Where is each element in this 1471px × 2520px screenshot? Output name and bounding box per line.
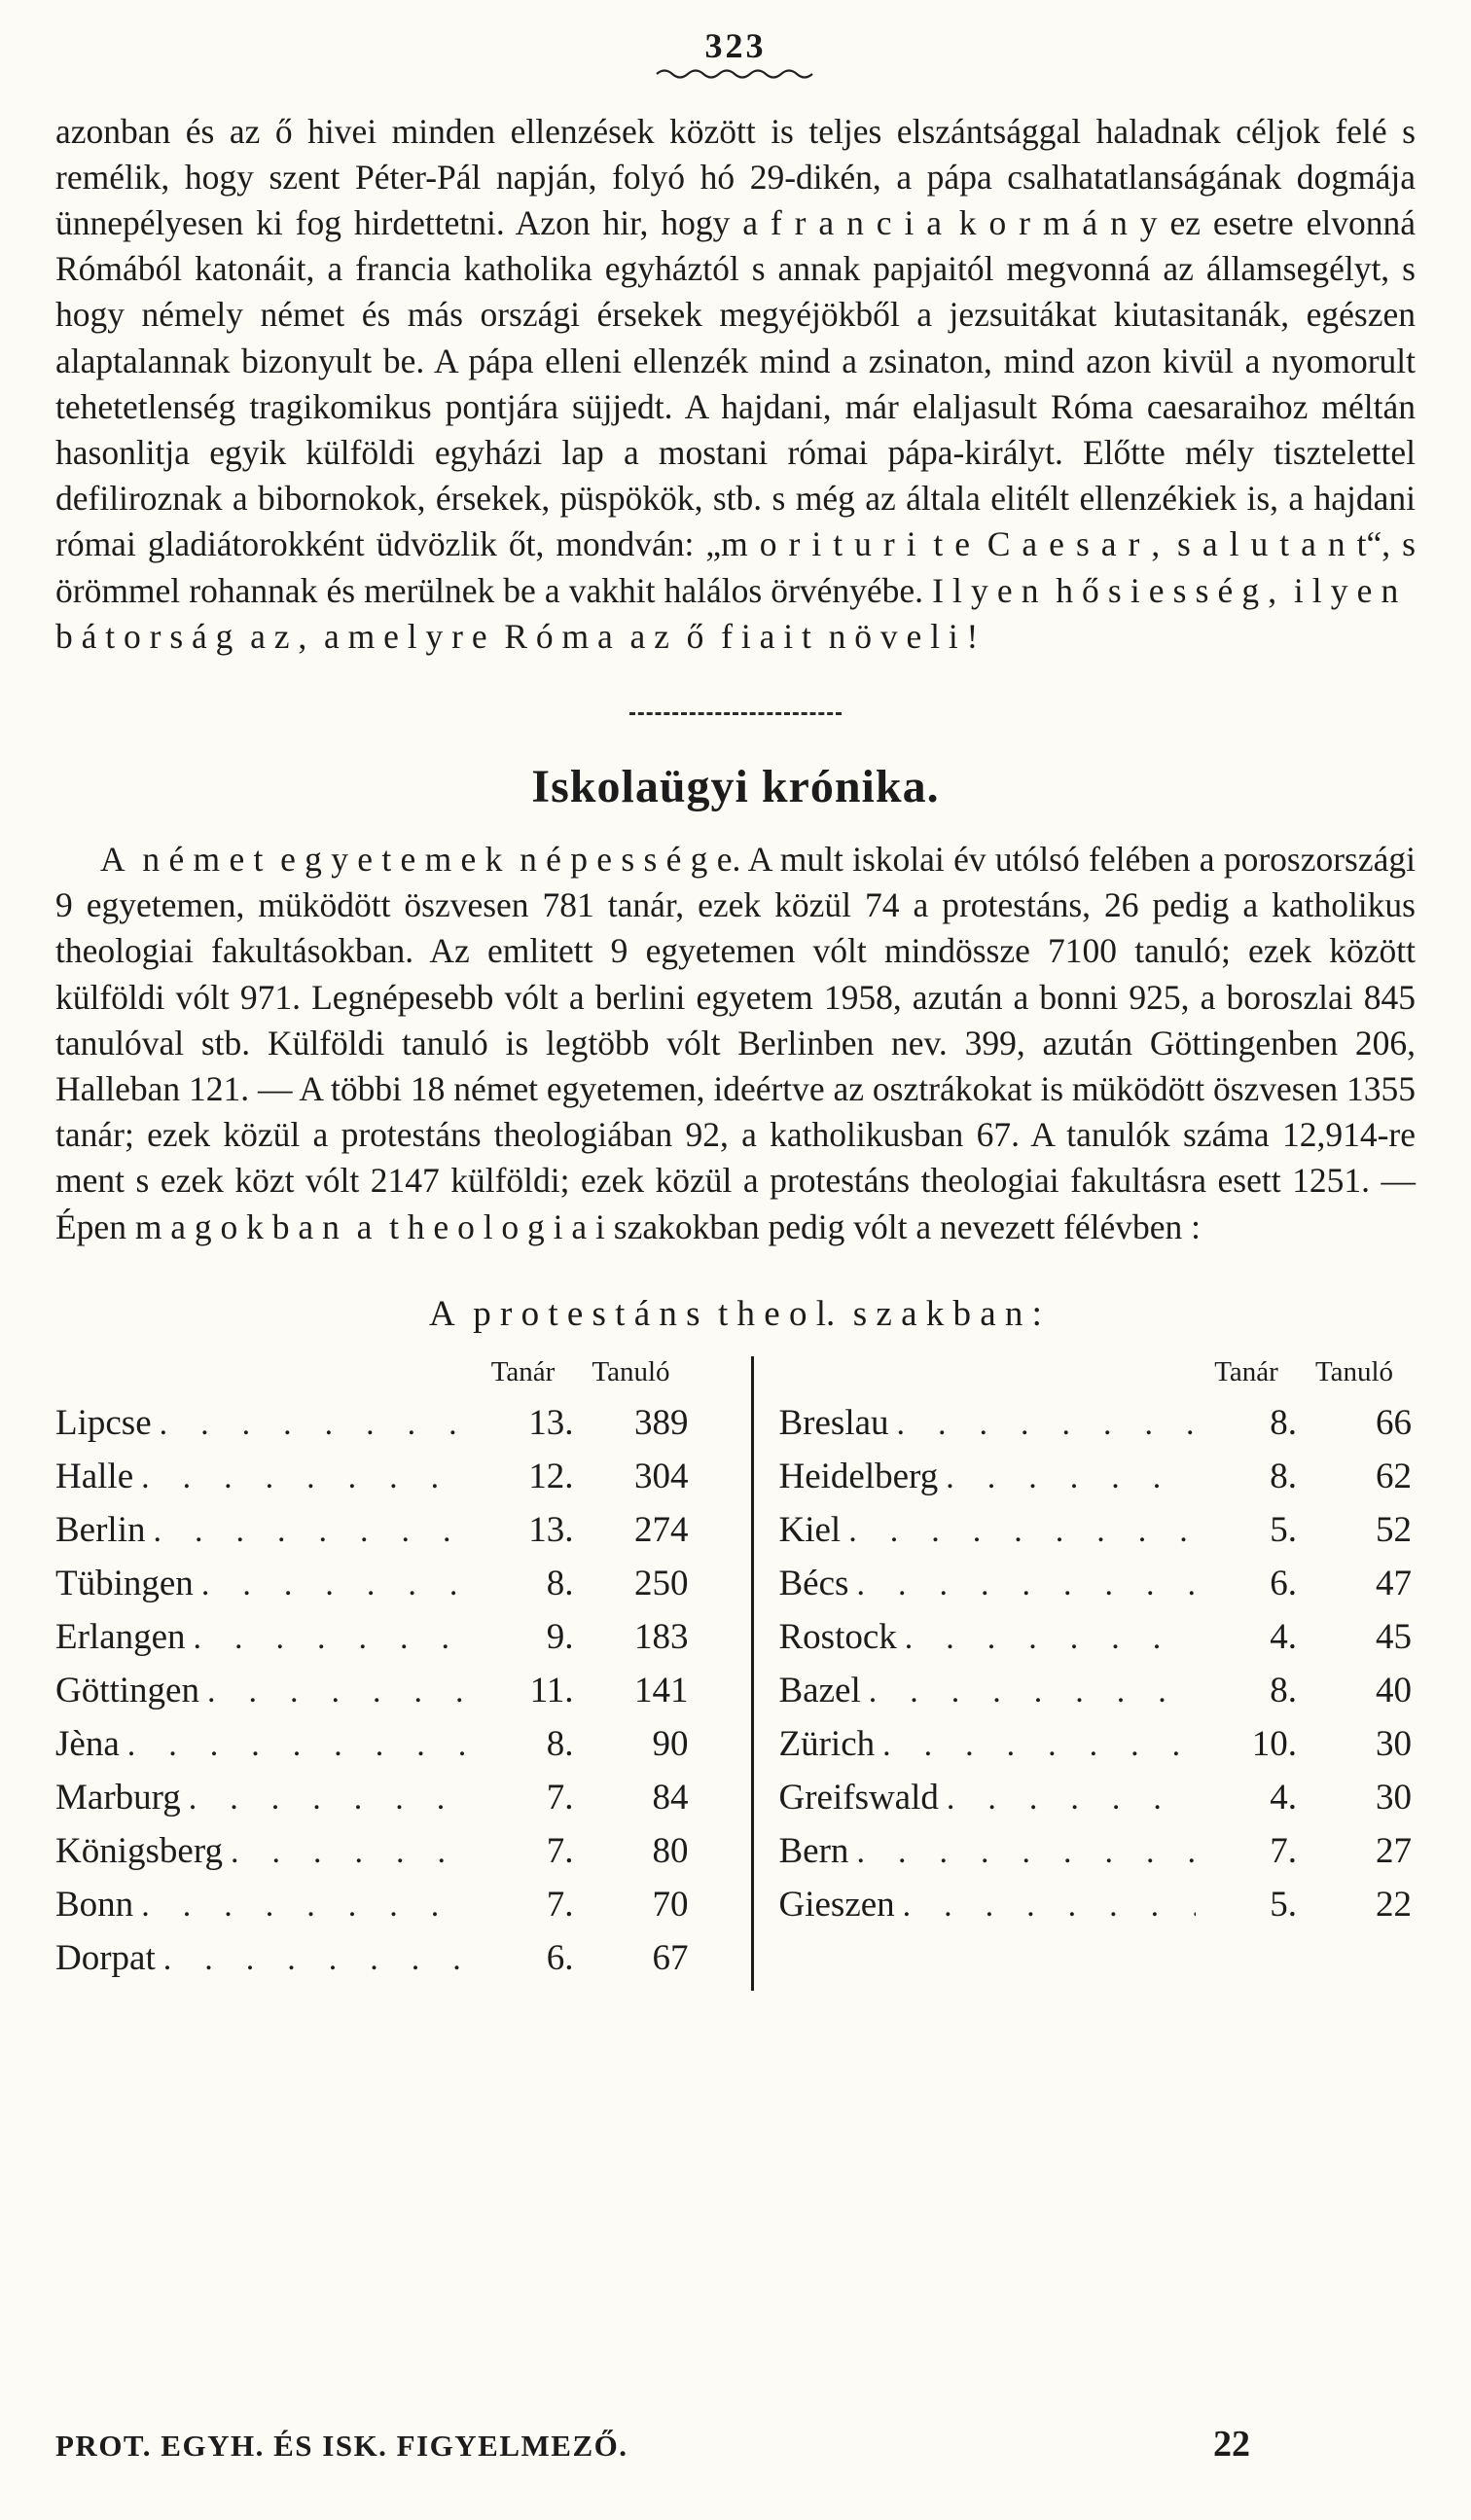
tanar-count: 8.: [546, 1563, 574, 1603]
table-title: A p r o t e s t á n s t h e o l. s z a k b a n :: [429, 1293, 1042, 1334]
header-spacer: [55, 1356, 473, 1388]
table-row: [55, 1723, 689, 1777]
wavy-underline-icon: [55, 66, 1416, 86]
tanar-count: 9.: [546, 1616, 574, 1657]
tanulo-count: 47: [1376, 1563, 1412, 1603]
table-row: [55, 1670, 689, 1723]
university-name: Bazel: [778, 1670, 861, 1710]
tanulo-count: 304: [634, 1456, 689, 1496]
university-name: Bécs: [778, 1563, 849, 1603]
table-row: [779, 1563, 1413, 1616]
column-header-tanar: Tanár: [490, 1355, 556, 1387]
tanar-count: 8.: [1270, 1670, 1297, 1710]
tanulo-count: 22: [1376, 1884, 1412, 1925]
table-row: [55, 1937, 689, 1991]
dot-leader: [848, 1830, 1196, 1872]
tanar-count: 5.: [1270, 1509, 1297, 1550]
table-header-right: [779, 1356, 1413, 1388]
page-footer: [55, 2423, 1416, 2466]
tanar-count: 8.: [546, 1723, 574, 1764]
paragraph-university-stats: A n é m e t e g y e t e m e k n é p e s s é g e. A mult iskolai év utólsó felében a poroszországi 9 egyetemen, müködött öszvesen 781 tanár, ezek közül 74 a protestáns, 26 pedig a katholikus theologiai fakultásokban. Az emlitett 9 egyetemen vólt mindössze 7100 tanuló; ezek között külföldi vólt 971. Legnépesebb vólt a berlini egyetem 1958, azután a bonni 925, a boroszlai 845 tanulóval stb. Külföldi tanuló is legtöbb vólt Berlinben nev. 399, azután Göttingenben 206, Halleban 121. — A többi 18 német egyetemen, ideértve az osztrákokat is müködött öszvesen 1355 tanár; ezek közül a protestáns theologiában 92, a katholikusban 67. A tanulók száma 12,914-re ment s ezek közt vólt 2147 külföldi; ezek közül a protestáns theologiai fakultásra esett 1251. — Épen m a g o k b a n a t h e o l o g i a i szakokban pedig vólt a nevezett félévben :: [55, 840, 1416, 1246]
tanulo-count: 40: [1376, 1670, 1412, 1710]
section-divider: [629, 712, 842, 715]
column-header-tanar: Tanár: [1214, 1355, 1278, 1387]
university-name: Halle: [55, 1456, 134, 1496]
dot-leader: [841, 1509, 1196, 1551]
university-name: Erlangen: [55, 1616, 186, 1657]
column-header-tanulo: Tanuló: [1314, 1355, 1394, 1387]
dot-leader: [145, 1509, 472, 1551]
tanar-count: 7.: [546, 1777, 574, 1818]
tanar-count: 5.: [1270, 1884, 1297, 1925]
tanulo-count: 45: [1376, 1616, 1412, 1657]
table-row: [55, 1509, 689, 1563]
tanar-count: 13.: [528, 1402, 574, 1443]
tanar-count: 8.: [1270, 1402, 1297, 1443]
statistics-table: [55, 1356, 1416, 1991]
column-header-tanulo: Tanuló: [592, 1355, 670, 1387]
dot-leader: [199, 1670, 473, 1711]
tanar-count: 13.: [528, 1509, 574, 1550]
dot-leader: [875, 1723, 1196, 1765]
footer-page-number: 22: [1213, 2424, 1250, 2465]
tanar-count: 6.: [546, 1937, 574, 1978]
tanulo-count: 141: [634, 1670, 689, 1710]
university-name: Marburg: [55, 1777, 181, 1818]
university-name: Kiel: [778, 1509, 842, 1550]
dot-leader: [861, 1670, 1196, 1711]
table-row: [55, 1402, 689, 1456]
table-row: [779, 1723, 1413, 1777]
university-name: Königsberg: [55, 1830, 223, 1871]
university-name: Rostock: [778, 1616, 897, 1657]
tanar-count: 10.: [1251, 1723, 1297, 1764]
table-row: [55, 1777, 689, 1830]
table-row: [779, 1616, 1413, 1670]
university-name: Bonn: [55, 1884, 134, 1925]
table-right-column: [754, 1356, 1417, 1991]
university-name: Zürich: [778, 1723, 876, 1764]
tanar-count: 6.: [1270, 1563, 1297, 1603]
table-header-left: [55, 1356, 689, 1388]
journal-title: PROT. EGYH. ÉS ISK. FIGYELMEZŐ.: [55, 2429, 628, 2463]
tanulo-count: 52: [1376, 1509, 1412, 1550]
university-name: Göttingen: [55, 1670, 199, 1710]
dot-leader: [194, 1563, 473, 1604]
tanulo-count: 30: [1376, 1723, 1412, 1764]
tanulo-count: 67: [652, 1937, 689, 1978]
university-name: Dorpat: [55, 1937, 156, 1978]
table-row: [55, 1830, 689, 1884]
dot-leader: [939, 1777, 1196, 1818]
tanulo-count: 66: [1376, 1402, 1412, 1443]
paragraph-church-news: azonban és az ő hivei minden ellenzések között is teljes elszántsággal haladnak céljok felé s remélik, hogy szent Péter-Pál napján, folyó hó 29-dikén, a pápa csalhatatlanságának dogmája ünnepélyesen ki fog hirdettetni. Azon hir, hogy a f r a n c i a k o r m á n y ez esetre elvonná Rómából katonáit, a francia katholika egyháztól s annak papjaitól megvonná az államsegélyt, s hogy némely német és más országi érsekek megyéjökből a jezsuitákat kiutasitanák, egészen alaptalannak bizonyult be. A pápa elleni ellenzék mind a zsinaton, mind azon kivül a nyomorult tehetetlenség tragikomikus pontjára süjjedt. A hajdani, már elaljasult Róma caesaraihoz méltán hasonlitja egyik külföldi egyházi lap a mostani római pápa-királyt. Előtte mély tisztelettel defiliroznak a bibornokok, érsekek, püspökök, stb. s még az általa elitélt ellenzékiek is, a hajdani római gladiátorokként üdvözlik őt, mondván: „m o r i t u r i t e C a e s a r , s a l u t a n t“, s örömmel rohannak és merülnek be a vakhit halálos örvényébe. I l y e n h ő s i e s s é g , i l y e n b á t o r s á g a z , a m e l y r e R ó m a a z ő f i a i t n ö v e l i !: [55, 111, 1416, 656]
university-name: Breslau: [778, 1402, 889, 1443]
dot-leader: [181, 1777, 473, 1818]
university-name: Gieszen: [778, 1884, 895, 1925]
table-row: [55, 1884, 689, 1937]
tanulo-count: 30: [1376, 1777, 1412, 1818]
dot-leader: [848, 1563, 1196, 1604]
table-row: [779, 1777, 1413, 1830]
tanulo-count: 250: [634, 1563, 689, 1603]
table-row: [779, 1456, 1413, 1509]
tanar-count: 8.: [1270, 1456, 1297, 1496]
dot-leader: [938, 1456, 1196, 1497]
tanar-count: 4.: [1270, 1616, 1297, 1657]
university-name: Berlin: [55, 1509, 146, 1550]
tanulo-count: 70: [652, 1884, 689, 1925]
table-row: [779, 1509, 1413, 1563]
tanar-count: 7.: [546, 1884, 574, 1925]
tanulo-count: 183: [634, 1616, 689, 1657]
table-row: [779, 1402, 1413, 1456]
dot-leader: [186, 1616, 473, 1658]
dot-leader: [156, 1937, 473, 1979]
dot-leader: [223, 1830, 473, 1872]
table-row: [779, 1830, 1413, 1884]
table-row: [55, 1616, 689, 1670]
tanulo-count: 90: [652, 1723, 689, 1764]
page-number: 323: [704, 26, 767, 65]
tanulo-count: 274: [634, 1509, 689, 1550]
dot-leader: [889, 1402, 1196, 1444]
table-row: [55, 1563, 689, 1616]
tanulo-count: 62: [1376, 1456, 1412, 1496]
tanar-count: 11.: [529, 1670, 574, 1710]
university-name: Jèna: [55, 1723, 120, 1764]
table-row: [55, 1456, 689, 1509]
tanulo-count: 80: [652, 1830, 689, 1871]
university-name: Tübingen: [55, 1563, 194, 1603]
table-left-column: [55, 1356, 751, 1991]
table-row: [779, 1670, 1413, 1723]
dot-leader: [152, 1402, 473, 1444]
tanar-count: 7.: [1270, 1830, 1297, 1871]
university-name: Lipcse: [55, 1402, 152, 1443]
tanulo-count: 389: [634, 1402, 689, 1443]
university-name: Bern: [778, 1830, 849, 1871]
table-rows-right: [779, 1402, 1413, 1937]
tanar-count: 12.: [528, 1456, 574, 1496]
dot-leader: [120, 1723, 473, 1765]
dot-leader: [897, 1616, 1196, 1658]
header-spacer: [779, 1356, 1197, 1388]
tanar-count: 7.: [546, 1830, 574, 1871]
dot-leader: [895, 1884, 1196, 1926]
dot-leader: [133, 1456, 472, 1497]
tanulo-count: 84: [652, 1777, 689, 1818]
table-rows-left: [55, 1402, 689, 1991]
section-heading: Iskolaügyi krónika.: [531, 761, 940, 813]
tanulo-count: 27: [1376, 1830, 1412, 1871]
tanar-count: 4.: [1270, 1777, 1297, 1818]
table-row: [779, 1884, 1413, 1937]
dot-leader: [133, 1884, 472, 1926]
university-name: Greifswald: [778, 1777, 939, 1818]
university-name: Heidelberg: [778, 1456, 939, 1496]
